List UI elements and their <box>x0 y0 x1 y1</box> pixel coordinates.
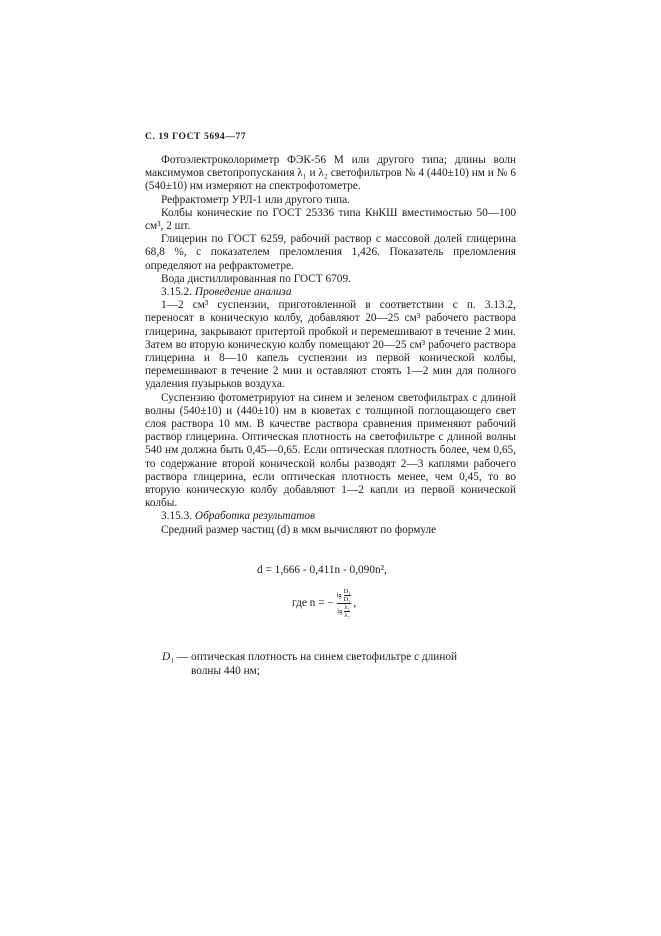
lg-label: lg <box>336 592 342 599</box>
section-title: Проведение анализа <box>194 286 292 299</box>
definition-d1 <box>162 650 502 678</box>
fraction-denominator <box>337 604 351 619</box>
paragraph-flasks: Колбы конические по ГОСТ 25336 типа КнКШ вместимостью 50—100 см³, 2 шт. <box>145 206 516 233</box>
lg-label: lg <box>337 608 343 615</box>
section-title: Обработка результатов <box>194 510 315 523</box>
paragraph-photometry: Суспензию фотометрируют на синем и зеленом светофильтрах с длиной волны (540±10) и (440±10) нм в кюветах с толщиной поглощающего свет слоя раствора 10 мм. В качестве раствора сравнения применяют рабочий раствор глицерина. Оптическая плотность на светофильтре с длиной волны 540 нм должна быть 0,45—0,65. Если оптическая плотность более, чем 0,65, то содержание второй конической колбы разводят 2—3 каплями рабочего раствора глицерина, если оптическая плотность менее, чем 0,45, то во вторую коническую колбу добавляют 1—2 капли из первой конической колбы. <box>145 391 516 510</box>
paragraph-photocolorimeter: Фотоэлектроколориметр ФЭК-56 М или другого типа; длины волн максимумов светопропускания λ₁ и λ₂ светофильтров № 4 (440±10) нм и № 6 (540±10) нм измеряют на спектрофотометре. <box>145 154 516 193</box>
inner-bottom: λ₂ <box>344 612 350 619</box>
formula-main: d = 1,666 - 0,411n - 0,090n², <box>257 564 387 576</box>
definition-text: — оптическая плотность на синем светофильтре с длиной <box>174 651 458 663</box>
formula-where-label: где n = − <box>292 597 334 610</box>
paragraph-formula-intro: Средний размер частиц (d) в мкм вычисляют по формуле <box>161 523 437 536</box>
paragraph-glycerin: Глицерин по ГОСТ 6259, рабочий раствор с массовой долей глицерина 68,8 %, с показателем преломления 1,426. Показатель преломления определяют на рефрактометре. <box>145 233 516 272</box>
formula-where <box>292 588 356 619</box>
section-number: 3.15.2. <box>161 286 193 299</box>
inner-top: D₁ <box>343 588 351 595</box>
paragraph-refractometer: Рефрактометр УРЛ-1 или другого типа. <box>161 193 351 206</box>
section-heading-results <box>145 510 516 523</box>
fraction-numerator <box>337 588 351 603</box>
section-number: 3.15.3. <box>161 510 193 523</box>
paragraph-analysis-procedure: 1—2 см³ суспензии, приготовленной в соответствии с п. 3.13.2, переносят в коническую колбу, добавляют 20—25 см³ рабочего раствора глицерина, закрывают притертой пробкой и перемешивают в течение 2 мин. Затем во вторую коническую колбу помещают 20—25 см³ рабочего раствора глицерина и 8—10 капель суспензии из первой конической колбы, перемешивают в течение 2 мин и оставляют стоять 1—2 мин для полного удаления пузырьков воздуха. <box>145 299 516 391</box>
section-heading-analysis <box>145 286 516 299</box>
definition-continuation: волны 440 нм; <box>191 665 260 677</box>
formula-fraction <box>337 588 351 619</box>
inner-top: λ₁ <box>344 604 350 611</box>
inner-bottom: D₂ <box>343 596 351 603</box>
definition-symbol: D₁ <box>162 651 175 663</box>
paragraph-water: Вода дистиллированная по ГОСТ 6709. <box>161 272 351 285</box>
page-header: С. 19 ГОСТ 5694—77 <box>145 132 247 142</box>
formula-tail: , <box>353 597 357 610</box>
document-body <box>145 154 516 537</box>
